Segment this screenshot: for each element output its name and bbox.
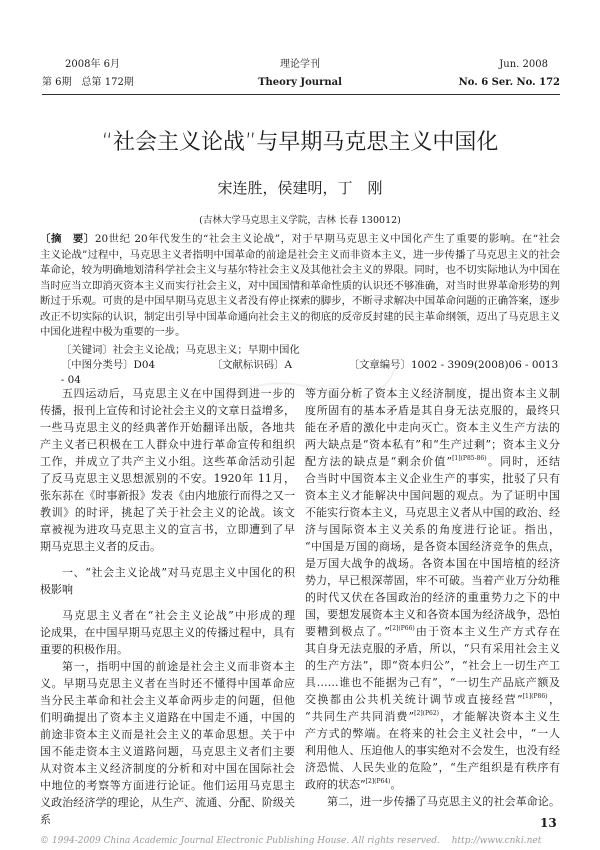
citation-ref: [1](P85-86) bbox=[452, 455, 487, 462]
text-line: 政府的状态”$^{[2](P64)}$。 bbox=[305, 778, 402, 791]
paragraph bbox=[40, 658, 295, 828]
text-line: 是万国大战争的战场。各资本国在中国培植的经济 bbox=[305, 557, 560, 570]
text-line: 第一，指明中国的前途是社会主义而非资本主 bbox=[62, 660, 295, 673]
article-affiliation: (吉林大学马克思主义学院，吉林 长春 130012) bbox=[199, 215, 401, 226]
text-line: 当分民主革命和社会主义革命两步走的问题，但他 bbox=[40, 694, 295, 707]
text-line: 其自身无法克服的矛盾，所以，“只有采用社会主义 bbox=[305, 642, 560, 655]
clc-label: 〔中图分类号〕 bbox=[60, 358, 134, 371]
journal-name-cn: 理论学刊 bbox=[280, 59, 320, 70]
citation-ref: [2](P64) bbox=[365, 778, 391, 785]
text-line: 具……谁也不能据为己有”，“一切生产品底产额及 bbox=[305, 676, 560, 689]
abstract-line: 革命论，较为明确地划清科学社会主义与基尔特社会主义及其他社会主义的界限。同时，也不切实际地认为中国在 bbox=[40, 264, 560, 276]
keywords-value: 社会主义论战；马克思主义；早期中国化 bbox=[112, 343, 300, 356]
header-date-cn: 2008年 6月 bbox=[65, 59, 120, 70]
header-issue-en: No. 6 Ser. No. 172 bbox=[458, 77, 560, 88]
text-line: 度所固有的基本矛盾是其自身无法克服的，最终只 bbox=[305, 404, 560, 417]
paragraph bbox=[40, 385, 295, 555]
text-line: 一、“社会主义论战”对马克思主义中国化的积 bbox=[62, 566, 295, 579]
text-line: 济与国际资本主义关系的角度进行论证。指出， bbox=[305, 523, 560, 536]
citation-ref: [2](P62) bbox=[414, 710, 440, 717]
abstract-label: 〔摘 要〕 bbox=[40, 233, 95, 245]
text-line: “中国是万国的商场，是各资本国经济竞争的焦点， bbox=[305, 540, 560, 553]
article-no-label: 〔文章编号〕 bbox=[348, 358, 411, 371]
text-line: “共同生产共同消费”$^{[2](P62)}$，才能解决资本主义生 bbox=[305, 710, 561, 723]
abstract-line: 中国化进程中极为重要的一步。 bbox=[40, 326, 186, 338]
copyright-footer: © 1994-2009 China Academic Journal Electronic Publishing House. All rights reserved. http://www.cnki.net bbox=[40, 836, 542, 846]
text-line: 第二，进一步传播了马克思主义的社会革命论。 bbox=[327, 795, 560, 808]
text-line: 五四运动后，马克思主义在中国得到进一步的 bbox=[62, 387, 295, 400]
doc-code-label: 〔文献标识码〕 bbox=[211, 358, 285, 371]
abstract-text bbox=[40, 232, 560, 341]
header-rule bbox=[42, 94, 560, 95]
body-column-right bbox=[305, 385, 560, 810]
section-heading bbox=[40, 564, 295, 598]
text-line: 的生产方法”，即“资本归公”，“社会上一切生产工 bbox=[305, 659, 560, 672]
abstract-line: 当时应当立即消灭资本主义而实行社会主义，对中国国情和革命性质的认识还不够准确，对当时世界革命形势的判 bbox=[40, 279, 560, 292]
text-line: 资本主义才能解决中国问题的观点。为了证明中国 bbox=[305, 489, 560, 502]
text-line: 从对资本主义经济制度的分析和对中国在国际社会 bbox=[40, 762, 295, 775]
text-line: 要糟到极点了。”$^{[2](P66)}$由于资本主义生产方式存在 bbox=[305, 625, 561, 638]
text-line: 传播，报刊上宣传和讨论社会主义的文章日益增多， bbox=[40, 404, 295, 417]
text-line: 济恐慌、人民失业的危险”，“生产组织是有秩序有 bbox=[305, 761, 560, 774]
text-line: 章被视为进攻马克思主义的宣言书，立即遭到了早 bbox=[40, 523, 295, 536]
header-issue-cn: 第 6期 总第 172期 bbox=[42, 77, 134, 88]
text-line: 义政治经济学的理论，从生产、流通、分配、阶级关系 bbox=[40, 796, 295, 826]
paragraph bbox=[305, 385, 560, 793]
keywords bbox=[40, 343, 560, 358]
text-line: 张东荪在《时事新报》发表《由内地旅行而得之又一 bbox=[40, 489, 295, 502]
keywords-label: 〔关键词〕 bbox=[60, 343, 113, 356]
text-line: 们明确提出了资本主义道路在中国走不通，中国的 bbox=[40, 711, 295, 724]
abstract-line: 断过于乐观。可贵的是中国早期马克思主义者没有停止探索的脚步，不断寻求解决中国革命问题的正确答案，逐步 bbox=[40, 295, 560, 307]
text-line: 一些马克思主义的经典著作开始翻译出版，各地共 bbox=[40, 421, 295, 434]
article-title: “社会主义论战”与早期马克思主义中国化 bbox=[101, 130, 499, 155]
text-line: 中地位的考察等方面进行论证。他们运用马克思主 bbox=[40, 779, 295, 792]
page-number: 13 bbox=[540, 816, 557, 830]
abstract-line: 主义论战”过程中，马克思主义者指明中国革命的前途是社会主义而非资本主义，进一步传播了马克思主义的社会 bbox=[40, 248, 560, 261]
article-no-value: 1002 - 3909(2008)06 - 0013 - 04 bbox=[60, 358, 559, 386]
classification-row bbox=[40, 358, 560, 388]
text-line: 交换都由公共机关统计调节或直接经营”$^{[1](P86)}$， bbox=[305, 693, 561, 706]
doc-code-value: A bbox=[284, 358, 292, 371]
text-line: 前途非资本主义而是社会主义的革命思想。关于中 bbox=[40, 728, 295, 741]
text-line: 不能实行资本主义，马克思主义者从中国的政治、经 bbox=[305, 506, 560, 519]
article-authors: 宋连胜，侯建明，丁 刚 bbox=[217, 179, 383, 197]
abstract-line: 〔摘 要〕20世纪 20年代发生的“社会主义论战”，对于早期马克思主义中国化产生了重要的影响。在“社会 bbox=[40, 233, 560, 245]
text-line: 势力，早已根深蒂固，牢不可破。当着产业万分幼稚 bbox=[305, 574, 560, 587]
abstract-line: 改正不切实际的认识，制定出引导中国革命通向社会主义的彻底的反帝反封建的民主革命纲领，迈出了马克思主义 bbox=[40, 310, 560, 323]
text-line: 的时代又伏在各国政治的经济的重重势力之下的中 bbox=[305, 591, 560, 604]
text-line: 产主义者已积极在工人群众中进行革命宣传和组织 bbox=[40, 438, 295, 451]
text-line: 配方法的缺点是“剩余价值”$^{[1](P85-86)}$。同时，还结 bbox=[305, 455, 561, 468]
text-line: 论成果，在中国早期马克思主义的传播过程中，具有 bbox=[40, 626, 295, 639]
header-date-en: Jun. 2008 bbox=[499, 59, 548, 70]
text-line: 利用他人、压迫他人的事实绝对不会发生，也没有经 bbox=[305, 744, 560, 757]
paragraph bbox=[305, 793, 560, 810]
text-line: 产方式的弊端。在将来的社会主义社会中，“一人 bbox=[305, 727, 560, 740]
text-line: 国不能走资本主义道路问题，马克思主义者们主要 bbox=[40, 745, 295, 758]
journal-name-en: Theory Journal bbox=[258, 77, 342, 88]
text-line: 了反马克思主义思想派别的不安。1920年 11月， bbox=[40, 472, 295, 485]
clc-value: D04 bbox=[133, 358, 156, 371]
paragraph bbox=[40, 607, 295, 658]
citation-ref: [2](P66) bbox=[389, 625, 415, 632]
text-line: 马克思主义者在“社会主义论战”中形成的理 bbox=[62, 609, 295, 622]
text-line: 教训》的时评，挑起了关于社会主义的论战。该文 bbox=[40, 506, 295, 519]
text-line: 能在矛盾的激化中走向灭亡。资本主义生产方法的 bbox=[305, 421, 560, 434]
text-line: 工作，并成立了共产主义小组。这些革命活动引起 bbox=[40, 455, 295, 468]
text-line: 国，要想发展资本主义和各资本国为经济战争，恐怕 bbox=[305, 608, 560, 621]
text-line: 合当时中国资本主义企业生产的事实，批驳了只有 bbox=[305, 472, 560, 485]
citation-ref: [1](P86) bbox=[522, 693, 548, 700]
text-line: 等方面分析了资本主义经济制度，提出资本主义制 bbox=[305, 387, 560, 400]
text-line: 期马克思主义者的反击。 bbox=[40, 540, 161, 553]
text-line: 义。早期马克思主义者在当时还不懂得中国革命应 bbox=[40, 677, 295, 690]
body-column-left bbox=[40, 385, 295, 828]
text-line: 极影响 bbox=[40, 583, 73, 596]
abstract bbox=[40, 232, 560, 388]
text-line: 两大缺点是“资本私有”和“生产过剩”；资本主义分 bbox=[305, 438, 560, 451]
text-line: 重要的积极作用。 bbox=[40, 643, 128, 656]
